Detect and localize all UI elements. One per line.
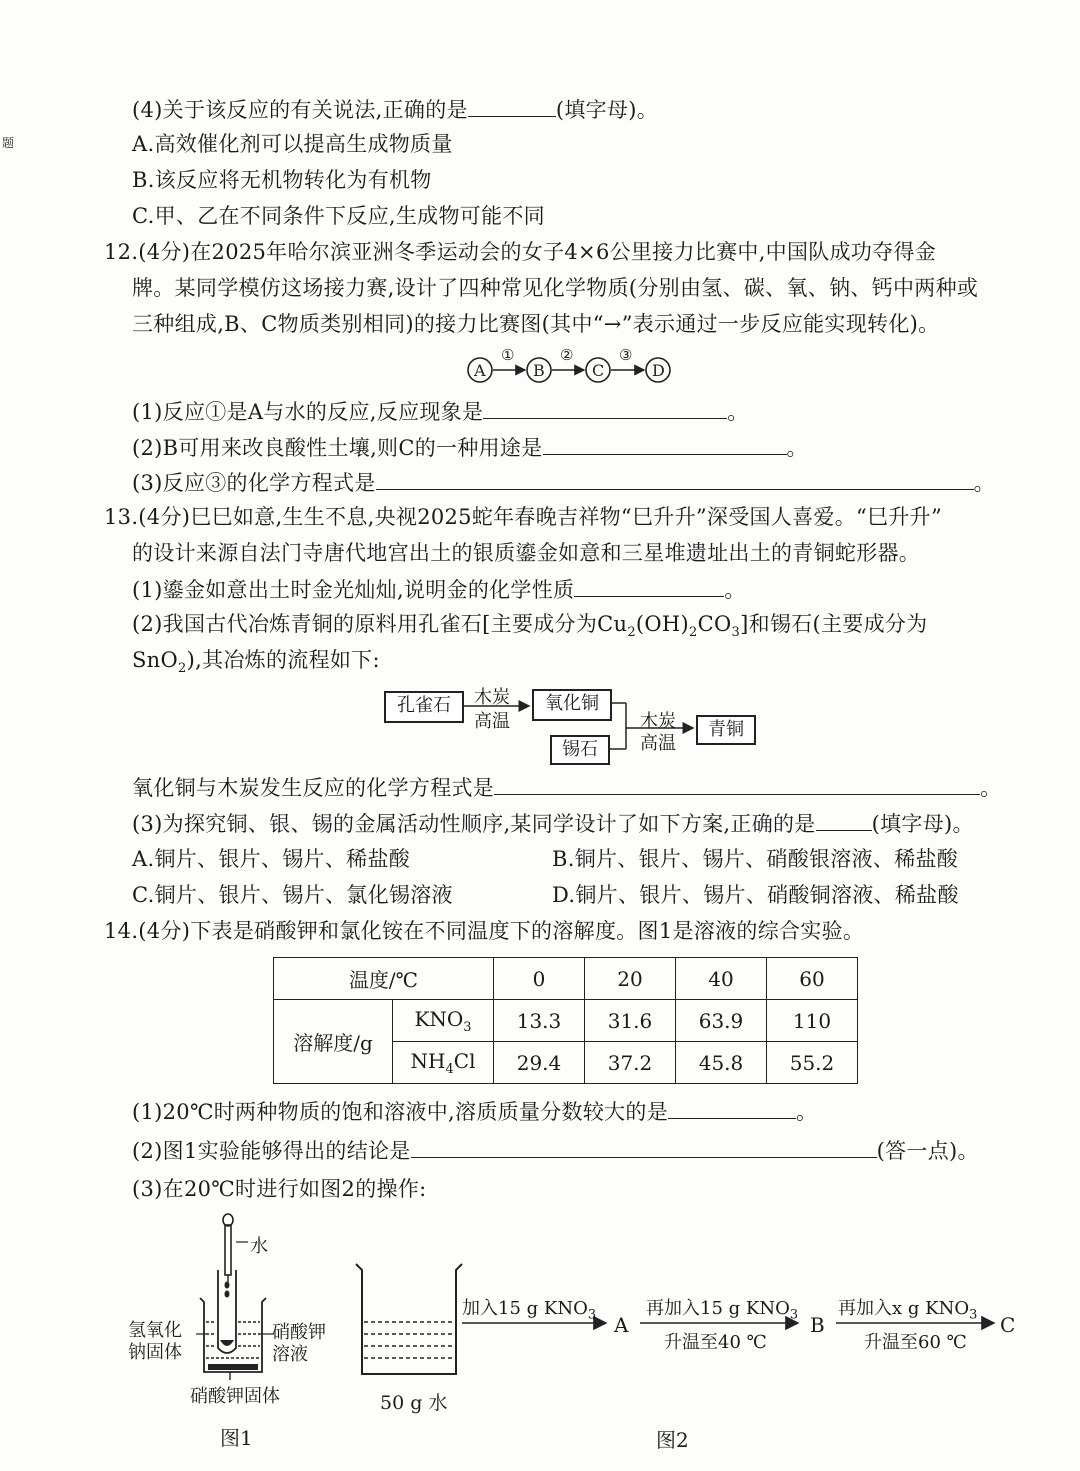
arrow-3-label: ③ xyxy=(619,346,633,364)
temp-header: 温度/℃ xyxy=(274,958,494,1000)
q12-stem-line1: 12.(4分)在2025年哈尔滨亚洲冬季运动会的女子4×6公里接力比赛中,中国队成功夺得金 xyxy=(104,240,937,264)
nh4cl-label: $NH_4Cl$ xyxy=(393,1042,494,1084)
q13-blank-3[interactable] xyxy=(816,808,872,831)
q13-sub3: (3)为探究铜、银、锡的金属活动性顺序,某同学设计了如下方案,正确的是 (填字母)。 xyxy=(132,808,974,839)
q12-sub1: (1)反应①是A与水的反应,反应现象是 。 xyxy=(132,396,749,427)
nh4cl-20: 37.2 xyxy=(585,1042,676,1084)
kno3-0: 13.3 xyxy=(494,1000,585,1042)
q13-option-c: C.铜片、银片、锡片、氯化锡溶液 xyxy=(132,883,453,907)
q14-blank-1[interactable] xyxy=(668,1096,796,1119)
hightemp-label-1: 高温 xyxy=(474,711,510,732)
hightemp-label-2: 高温 xyxy=(640,733,676,754)
bronze-box: 青铜 xyxy=(696,715,756,745)
fig2-step3-label: 再加入x g $KNO_3$ xyxy=(838,1298,978,1323)
fig1-kno3-solution-label-1: 硝酸钾 xyxy=(272,1322,326,1343)
kno3-20: 31.6 xyxy=(585,1000,676,1042)
q13-sub2-cont: SnO$_2$),其冶炼的流程如下: xyxy=(132,648,380,677)
kno3-40: 63.9 xyxy=(676,1000,767,1042)
q11-sub4: (4)关于该反应的有关说法,正确的是 (填字母)。 xyxy=(132,94,658,125)
node-a-label: A xyxy=(474,361,486,380)
nh4cl-0: 29.4 xyxy=(494,1042,585,1084)
q12-blank-1[interactable] xyxy=(483,396,727,419)
q11-option-a: A.高效催化剂可以提高生成物质量 xyxy=(132,132,453,156)
figure-2-beaker xyxy=(354,1262,464,1382)
charcoal-label-2: 木炭 xyxy=(640,711,676,732)
charcoal-label-1: 木炭 xyxy=(474,687,510,708)
fig2-state-c: C xyxy=(1000,1313,1016,1337)
fig2-step2-label: 再加入15 g $KNO_3$ xyxy=(646,1298,799,1323)
q13-option-a: A.铜片、银片、锡片、稀盐酸 xyxy=(132,847,411,871)
q12-stem-line3: 三种组成,B、C物质类别相同)的接力比赛图(其中“→”表示通过一步反应能实现转化)。 xyxy=(132,312,940,336)
tinstone-box: 锡石 xyxy=(550,735,610,765)
q14-stem: 14.(4分)下表是硝酸钾和氯化铵在不同温度下的溶解度。图1是溶液的综合实验。 xyxy=(104,919,865,943)
q14-sub1: (1)20℃时两种物质的饱和溶液中,溶质质量分数较大的是 。 xyxy=(132,1096,817,1127)
fig2-water-label: 50 g 水 xyxy=(380,1392,448,1414)
solubility-label: 溶解度/g xyxy=(274,1000,393,1084)
smelting-flow xyxy=(384,683,764,763)
kno3-60: 110 xyxy=(767,1000,858,1042)
q14-blank-2[interactable] xyxy=(411,1135,877,1158)
q11-option-c: C.甲、乙在不同条件下反应,生成物可能不同 xyxy=(132,204,545,228)
fig2-step3-heat: 升温至60 ℃ xyxy=(864,1332,967,1353)
fig2-state-a: A xyxy=(614,1313,629,1337)
q12-stem-line2: 牌。某同学模仿这场接力赛,设计了四种常见化学物质(分别由氢、碳、氧、钠、钙中两种或 xyxy=(132,276,979,300)
q13-sub2: (2)我国古代冶炼青铜的原料用孔雀石[主要成分为$Cu_2(OH)_2CO_3$]和锡石(主要成分为 xyxy=(132,612,928,641)
q13-blank-1[interactable] xyxy=(574,574,724,597)
nh4cl-60: 55.2 xyxy=(767,1042,858,1084)
relay-diagram xyxy=(460,344,690,388)
fig1-water-label: 水 xyxy=(250,1236,268,1257)
q12-sub2: (2)B可用来改良酸性土壤,则C的一种用途是 。 xyxy=(132,432,808,463)
q11-option-b: B.该反应将无机物转化为有机物 xyxy=(132,168,432,192)
q13-sub1: (1)鎏金如意出土时金光灿灿,说明金的化学性质 。 xyxy=(132,574,746,605)
kno3-label: $KNO_3$ xyxy=(393,1000,494,1042)
q13-option-d: D.铜片、银片、锡片、硝酸铜溶液、稀盐酸 xyxy=(552,883,959,907)
q12-blank-2[interactable] xyxy=(543,432,787,455)
copper-oxide-box: 氧化铜 xyxy=(532,689,612,721)
q14-sub3: (3)在20℃时进行如图2的操作: xyxy=(132,1177,427,1201)
arrow-2-label: ② xyxy=(560,346,574,364)
q13-stem-line1: 13.(4分)巳巳如意,生生不息,央视2025蛇年春晚吉祥物“巳升升”深受国人喜爱。“巳升升” xyxy=(104,505,942,529)
q11-answer-blank[interactable] xyxy=(468,94,556,117)
q12-blank-3[interactable] xyxy=(376,467,974,490)
q13-equation: 氧化铜与木炭发生反应的化学方程式是 。 xyxy=(132,772,1001,803)
fig1-kno3-solution-label-2: 溶液 xyxy=(272,1344,308,1365)
malachite-box: 孔雀石 xyxy=(384,691,464,723)
nh4cl-40: 45.8 xyxy=(676,1042,767,1084)
fig1-naoh-label-1: 氢氧化 xyxy=(128,1320,182,1341)
fig1-naoh-label-2: 钠固体 xyxy=(128,1342,182,1363)
fig2-step2-heat: 升温至40 ℃ xyxy=(664,1332,767,1353)
margin-mark: 题 xyxy=(2,136,15,150)
q12-sub3: (3)反应③的化学方程式是 。 xyxy=(132,467,995,498)
temp-40: 40 xyxy=(676,958,767,1000)
node-c-label: C xyxy=(592,361,605,380)
q13-equation-blank[interactable] xyxy=(494,772,980,795)
temp-0: 0 xyxy=(494,958,585,1000)
fig2-caption: 图2 xyxy=(656,1428,689,1452)
temp-20: 20 xyxy=(585,958,676,1000)
fig2-state-b: B xyxy=(810,1313,825,1337)
q14-sub2: (2)图1实验能够得出的结论是 (答一点)。 xyxy=(132,1135,979,1166)
q13-option-b: B.铜片、银片、锡片、硝酸银溶液、稀盐酸 xyxy=(552,847,959,871)
arrow-1-label: ① xyxy=(501,346,515,364)
q13-stem-line2: 的设计来源自法门寺唐代地宫出土的银质鎏金如意和三星堆遗址出土的青铜蛇形器。 xyxy=(132,541,921,565)
temp-60: 60 xyxy=(767,958,858,1000)
fig1-caption: 图1 xyxy=(220,1426,253,1450)
fig1-kno3-solid-label: 硝酸钾固体 xyxy=(190,1386,280,1407)
fig2-step1-label: 加入15 g $KNO_3$ xyxy=(462,1298,597,1323)
node-b-label: B xyxy=(533,361,545,380)
node-d-label: D xyxy=(652,361,665,380)
solubility-table xyxy=(273,957,858,1084)
